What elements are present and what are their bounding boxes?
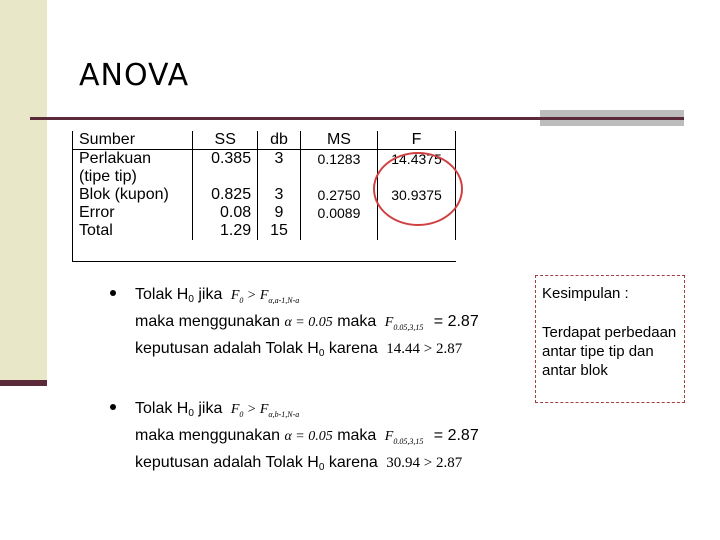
row-source-detail: (tipe tip) xyxy=(79,168,137,185)
header-db: db xyxy=(258,131,301,150)
bullet-line-1: Tolak $H_0$ jika $F_0 > F_{\alpha,a-1,N-a}$ xyxy=(135,286,300,305)
conclusion-heading: Kesimpulan : xyxy=(542,285,629,302)
bullet-line-2: maka menggunakan α = 0.05 maka $F_{0.05,3,15} = 2.87$ xyxy=(135,313,479,332)
conclusion-text: Terdapat perbedaan antar tipe tip dan antar blok xyxy=(542,324,677,379)
bullet-line-3: keputusan adalah Tolak $H_0$ karena 14.44 > 2.87 xyxy=(135,340,463,359)
header-ms: MS xyxy=(300,131,377,150)
bullet-line-1: Tolak $H_0$ jika $F_0 > F_{\alpha,b-1,N-a}$ xyxy=(135,400,300,419)
row-ms: 0.0089 xyxy=(300,204,377,222)
left-sidebar-accent xyxy=(0,380,47,386)
row-ss: 0.08 xyxy=(193,204,258,222)
bullet-dot xyxy=(110,404,116,410)
row-ms xyxy=(300,222,377,240)
header-ss: SS xyxy=(193,131,258,150)
row-ss: 0.385 xyxy=(193,150,258,187)
header-source: Sumber xyxy=(73,131,193,150)
row-f: 14.4375 xyxy=(378,150,456,187)
left-sidebar-band xyxy=(0,0,47,380)
row-ss: 0.825 xyxy=(193,186,258,204)
bullet-line-2: maka menggunakan α = 0.05 maka $F_{0.05,3,15} = 2.87$ xyxy=(135,427,479,446)
row-db: 3 xyxy=(258,186,301,204)
row-source: Error xyxy=(73,204,193,222)
row-ss: 1.29 xyxy=(193,222,258,240)
header-f: F xyxy=(378,131,456,150)
bullet-dot xyxy=(110,290,116,296)
row-source: Total xyxy=(73,222,193,240)
slide-title: ANOVA xyxy=(79,58,190,93)
row-f: 30.9375 xyxy=(378,186,456,204)
bullet-line-3: keputusan adalah Tolak $H_0$ karena 30.94 > 2.87 xyxy=(135,454,463,473)
row-source: Perlakuan xyxy=(79,150,152,167)
row-db: 15 xyxy=(258,222,301,240)
title-rule xyxy=(30,117,684,120)
row-source: Blok (kupon) xyxy=(73,186,193,204)
highlight-circle xyxy=(373,152,463,226)
table-header-row xyxy=(73,131,456,150)
conclusion-box xyxy=(535,275,685,403)
row-db: 9 xyxy=(258,204,301,222)
row-ms: 0.2750 xyxy=(300,186,377,204)
row-db: 3 xyxy=(258,150,301,187)
row-ms: 0.1283 xyxy=(300,150,377,187)
table-row xyxy=(73,222,456,240)
